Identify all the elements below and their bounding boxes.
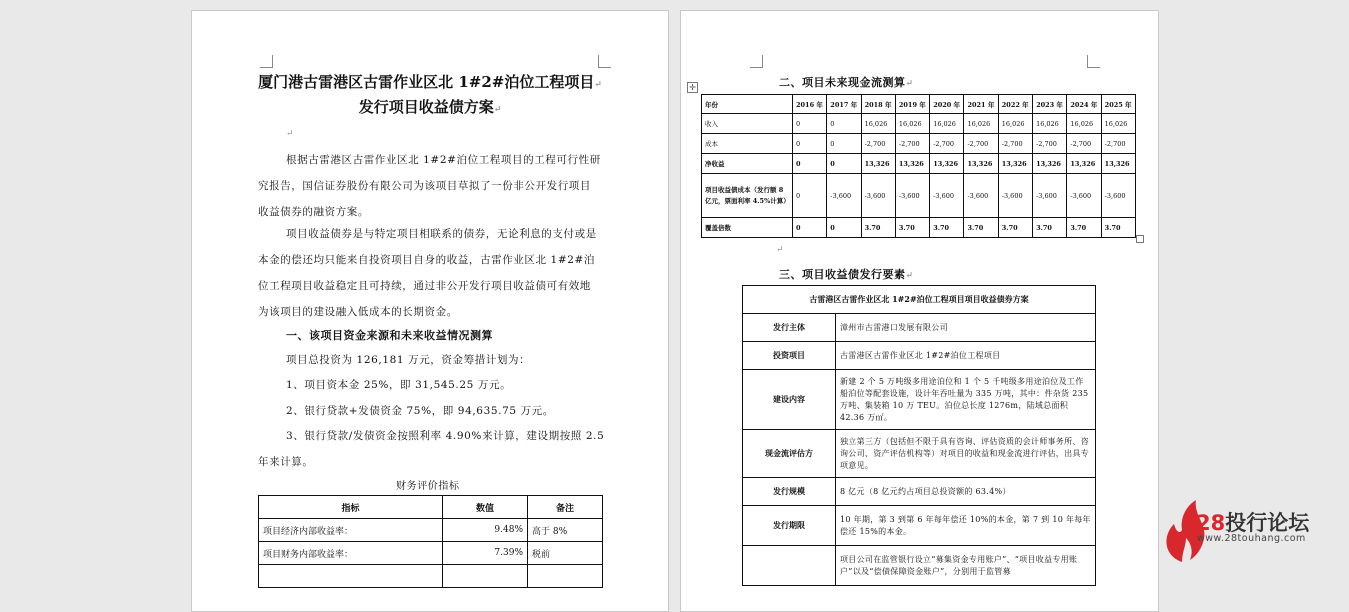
bond-term-label: 投资项目 [743,342,836,370]
document-page-1 [191,10,669,612]
table-row [743,370,1096,430]
section-heading-2: 二、项目未来现金流测算↵ [779,76,914,89]
cashflow-year: 2019 年 [895,95,929,114]
table-cell: 16,026 [861,114,895,134]
funding-item-1: 1、项目资本金 25%，即 31,545.25 万元。 [286,379,512,391]
table-cell: 16,026 [895,114,929,134]
bond-term-value: 古雷港区古雷作业区北 1#2#泊位工程项目 [836,342,1096,370]
cashflow-row-net [702,154,1136,174]
table-header: 备注 [528,496,603,519]
bond-term-label [743,546,836,586]
table-header: 数值 [443,496,528,519]
table-move-handle-icon[interactable]: ✛ [687,82,698,93]
table-cell: -2,700 [895,134,929,154]
table-cell: -3,600 [1033,174,1067,218]
table-row [743,478,1096,506]
funding-item-3: 3、银行贷款/发债资金按照利率 4.90%来计算，建设期按照 2.5 [286,430,605,442]
bond-term-label: 发行期限 [743,506,836,546]
intro-line: 根据古雷港区古雷作业区北 1#2#泊位工程项目的工程可行性研 [286,154,601,166]
table-cell [528,565,603,588]
table-cell: 0 [827,114,861,134]
table-cell: 3.70 [861,218,895,238]
table-cell: -2,700 [861,134,895,154]
intro-line: 收益债券的融资方案。 [258,206,369,218]
cashflow-year: 2018 年 [861,95,895,114]
bond-title-row [743,286,1096,314]
table-row [743,430,1096,478]
cashflow-year: 2022 年 [998,95,1032,114]
section-heading-3: 三、项目收益债发行要素↵ [779,268,914,281]
table-cell: 13,326 [998,154,1032,174]
section-heading-1: 一、该项目资金来源和未来收益情况测算 [286,329,493,342]
bond-term-value: 漳州市古雷港口发展有限公司 [836,314,1096,342]
table-cell: 3.70 [1067,218,1101,238]
crop-mark [598,55,611,68]
cashflow-row-label: 项目收益债成本（发行额 8 亿元，票面利率 4.5%计算） [702,174,793,218]
financial-indicator-table [258,495,603,588]
table-row [743,506,1096,546]
table-cell: 16,026 [1067,114,1101,134]
paragraph-mark: ↵ [776,245,785,255]
cashflow-year: 2023 年 [1033,95,1067,114]
document-title-line2: 发行项目收益债方案↵ [358,98,502,116]
document-title-line1: 厦门港古雷港区古雷作业区北 1#2#泊位工程项目↵ [258,73,602,91]
bond-term-label: 建设内容 [743,370,836,430]
table-cell: 0 [827,154,861,174]
table-cell: 13,326 [930,154,964,174]
table-cell: -3,600 [930,174,964,218]
bond-term-label: 发行规模 [743,478,836,506]
cashflow-year: 2021 年 [964,95,998,114]
table-cell: 13,326 [861,154,895,174]
cashflow-year: 2016 年 [793,95,827,114]
table-cell: 高于 8% [528,519,603,542]
table-cell: -2,700 [1033,134,1067,154]
table-cell: 0 [793,114,827,134]
funding-item-2: 2、银行贷款+发债资金 75%，即 94,635.75 万元。 [286,405,554,417]
table-cell [259,565,443,588]
paragraph-line: 位工程项目收益稳定且可持续，通过非公开发行项目收益债可有效地 [258,280,591,292]
bond-term-value: 独立第三方（包括但不限于具有咨询、评估资质的会计师事务所、咨询公司、资产评估机构等）对项目的收益和现金流进行评估，出具专项意见。 [836,430,1096,478]
bond-term-value: 10 年期，第 3 到第 6 年每年偿还 10%的本金，第 7 到 10 年每年偿还 15%的本金。 [836,506,1096,546]
table-cell: -3,600 [827,174,861,218]
paragraph-line: 本金的偿还均只能来自投资项目自身的收益，古雷作业区北 1#2#泊 [258,254,595,266]
watermark-brand: 28投行论坛 [1196,511,1310,535]
table-header: 指标 [259,496,443,519]
table-cell: 0 [793,154,827,174]
table-cell: 3.70 [895,218,929,238]
table-cell: 16,026 [1033,114,1067,134]
cashflow-header-row [702,95,1136,114]
table-cell: 0 [793,218,827,238]
table-cell: -2,700 [1067,134,1101,154]
paragraph-line: 为该项目的建设融入低成本的长期资金。 [258,306,458,318]
table-cell: 税前 [528,542,603,565]
table-cell: 16,026 [1101,114,1135,134]
table-header-row [259,496,603,519]
table-cell: -3,600 [895,174,929,218]
cashflow-row-cost [702,134,1136,154]
watermark-url: www.28touhang.com [1197,533,1306,544]
bond-term-value: 项目公司在监管银行设立“募集资金专用账户”、“项目收益专用账户”以及“偿债保障资金账户”，分别用于监管募 [836,546,1096,586]
cashflow-header-label: 年份 [702,95,793,114]
intro-line: 究报告，国信证券股份有限公司为该项目草拟了一份非公开发行项目 [258,180,591,192]
bond-term-value: 8 亿元（8 亿元约占项目总投资额的 63.4%） [836,478,1096,506]
bond-terms-table [742,285,1096,586]
cashflow-row-label: 覆盖倍数 [702,218,793,238]
table-cell: 13,326 [964,154,998,174]
cashflow-year: 2025 年 [1101,95,1135,114]
table-cell: 13,326 [1033,154,1067,174]
table-cell: -2,700 [1101,134,1135,154]
table-cell: -2,700 [998,134,1032,154]
table-cell: 0 [827,134,861,154]
cashflow-row-revenue [702,114,1136,134]
table-row [743,314,1096,342]
table-cell: 0 [793,134,827,154]
cashflow-year: 2017 年 [827,95,861,114]
table-cell: 3.70 [1101,218,1135,238]
table-cell: 13,326 [1067,154,1101,174]
table-cell: -3,600 [1101,174,1135,218]
table-cell: 9.48% [443,519,528,542]
bond-term-label: 发行主体 [743,314,836,342]
table-cell: 项目经济内部收益率： [259,519,443,542]
crop-mark [1087,55,1100,68]
cashflow-row-label: 净收益 [702,154,793,174]
table-cell: 3.70 [998,218,1032,238]
cashflow-row-bond-cost [702,174,1136,218]
table-cell: -3,600 [1067,174,1101,218]
table-cell: -3,600 [861,174,895,218]
paragraph-mark: ↵ [286,129,295,139]
bond-term-value: 新建 2 个 5 万吨级多用途泊位和 1 个 5 千吨级多用途泊位及工作船泊位等配套设施，设计年吞吐量为 335 万吨，其中：件杂货 235 万吨、集装箱 10 万 TEU。泊位总长度 1276m，陆域总面积 42.36 万㎡。 [836,370,1096,430]
table-cell: 13,326 [895,154,929,174]
table-cell: -2,700 [964,134,998,154]
table-cell: -3,600 [998,174,1032,218]
table-row [743,342,1096,370]
cashflow-row-label: 成本 [702,134,793,154]
bond-table-title: 古雷港区古雷作业区北 1#2#泊位工程项目项目收益债券方案 [743,286,1096,314]
table-cell: 0 [793,174,827,218]
table-cell: 项目财务内部收益率： [259,542,443,565]
cashflow-table [701,94,1136,238]
table-cell: 0 [827,218,861,238]
cashflow-row-coverage [702,218,1136,238]
table-cell: 16,026 [998,114,1032,134]
table-cell: 16,026 [930,114,964,134]
table-cell: -2,700 [930,134,964,154]
table-cell: -3,600 [964,174,998,218]
funding-item-3-cont: 年来计算。 [258,456,314,468]
table-cell: 16,026 [964,114,998,134]
bond-term-label: 现金流评估方 [743,430,836,478]
table-row [259,542,603,565]
cashflow-row-label: 收入 [702,114,793,134]
table-cell: 13,326 [1101,154,1135,174]
table-cell [443,565,528,588]
table-resize-handle-icon[interactable] [1136,235,1144,243]
table-cell: 3.70 [1033,218,1067,238]
cashflow-year: 2024 年 [1067,95,1101,114]
table-cell: 3.70 [964,218,998,238]
table-cell: 7.39% [443,542,528,565]
table-row [743,546,1096,586]
crop-mark [750,55,763,68]
cashflow-year: 2020 年 [930,95,964,114]
paragraph-line: 项目收益债券是与特定项目相联系的债券，无论利息的支付或是 [286,228,597,240]
crop-mark [260,55,273,68]
financial-table-caption: 财务评价指标 [396,481,460,492]
document-page-2 [680,10,1159,612]
table-row [259,519,603,542]
table-row [259,565,603,588]
table-cell: 3.70 [930,218,964,238]
investment-total: 项目总投资为 126,181 万元，资金筹措计划为： [286,354,531,366]
